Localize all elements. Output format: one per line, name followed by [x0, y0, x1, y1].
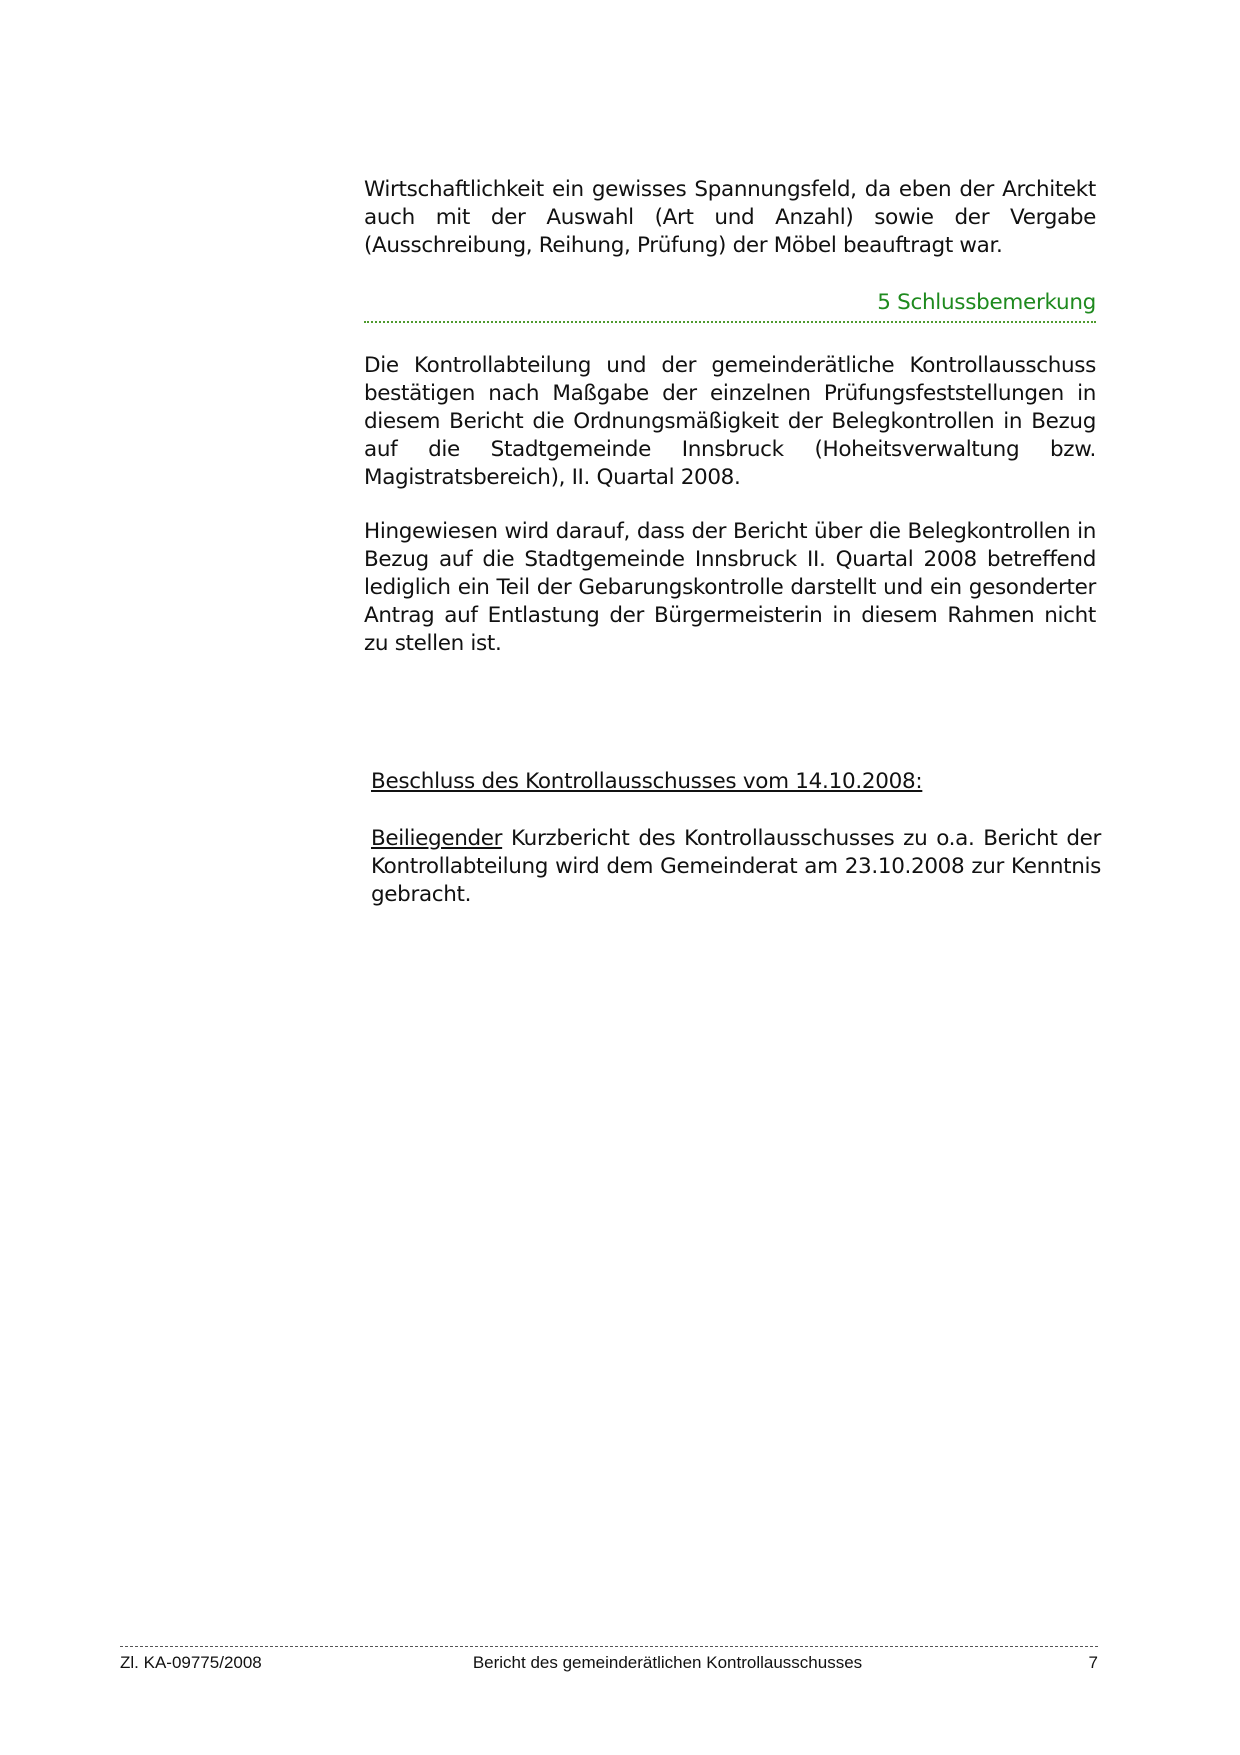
- footer-reference: Zl. KA-09775/2008: [120, 1653, 262, 1672]
- page-number: 7: [1088, 1653, 1098, 1672]
- paragraph-decision: [371, 825, 1101, 909]
- heading-divider: [364, 321, 1096, 323]
- decision-title: Beschluss des Kontrollausschusses vom 14.10.2008:: [371, 769, 923, 794]
- footer-title: Bericht des gemeinderätlichen Kontrollausschusses: [472, 1653, 863, 1672]
- decision-text: Kurzbericht des Kontrollausschusses zu o.a. Bericht der Kontrollabteilung wird dem Gemeinderat am 23.10.2008 zur Kenntnis gebracht.: [371, 826, 1101, 907]
- paragraph-economy: Wirtschaftlichkeit ein gewisses Spannungsfeld, da eben der Architekt auch mit der Auswahl (Art und Anzahl) sowie der Vergabe (Ausschreibung, Reihung, Prüfung) der Möbel beauftragt war.: [364, 177, 1096, 258]
- paragraph-confirmation: Die Kontrollabteilung und der gemeinderätliche Kontrollausschuss bestätigen nach Maßgabe der einzelnen Prüfungsfeststellungen in diesem Bericht die Ordnungsmäßigkeit der Belegkontrollen in Bezug auf die Stadtgemeinde Innsbruck (Hoheitsverwaltung bzw. Magistratsbereich), II. Quartal 2008.: [364, 353, 1096, 490]
- paragraph-note: Hingewiesen wird darauf, dass der Bericht über die Belegkontrollen in Bezug auf die Stadtgemeinde Innsbruck II. Quartal 2008 betreffend lediglich ein Teil der Gebarungskontrolle darstellt und ein gesonderter Antrag auf Entlastung der Bürgermeisterin in diesem Rahmen nicht zu stellen ist.: [364, 519, 1096, 656]
- section-heading: 5 Schlussbemerkung: [877, 290, 1096, 315]
- decision-lead-word: Beiliegender: [371, 826, 503, 851]
- footer-divider: [120, 1646, 1098, 1647]
